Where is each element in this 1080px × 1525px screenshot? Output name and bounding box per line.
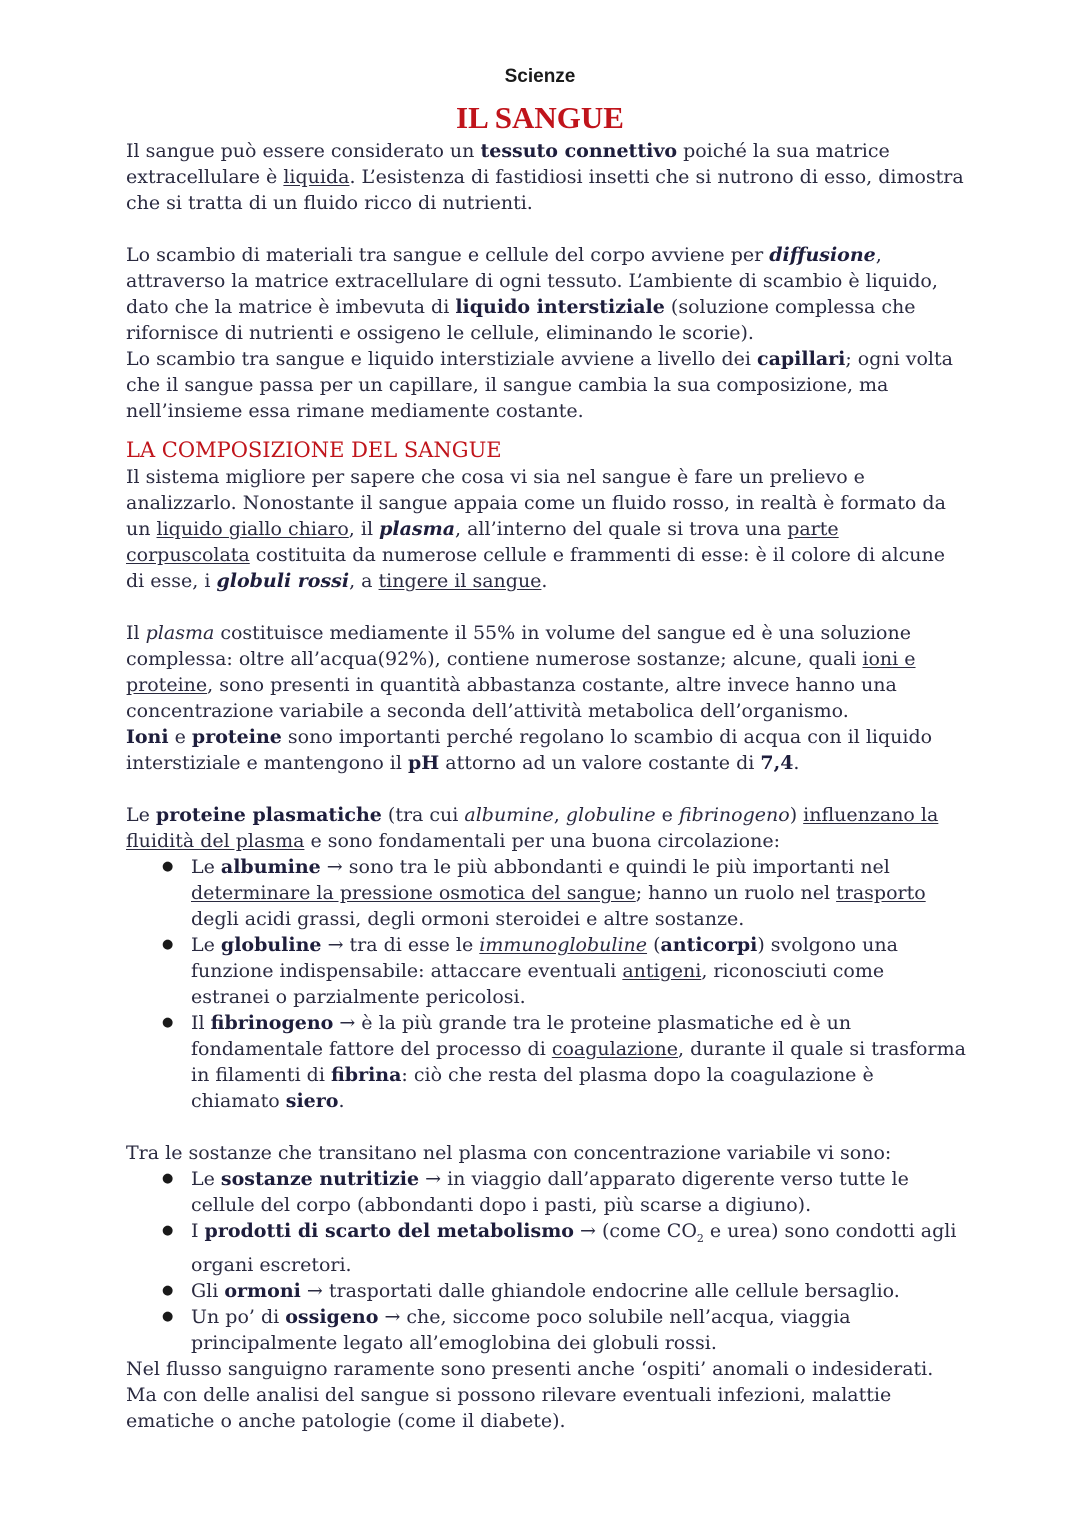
substances-intro: Tra le sostanze che transitano nel plasma con concentrazione variabile vi sono: [126, 1142, 892, 1164]
composition-paragraph-1: Il sistema migliore per sapere che cosa vi sia nel sangue è fare un prelievo e analizzarlo. Nonostante il sangue appaia come un fluido rosso, in realtà è formato da un liquido giallo chiaro, il plasma, all’interno del quale si trova una parte corpuscolata costituita da numerose cellule e frammenti di esse: è il colore di alcune di esse, i globuli rossi, a tingere il sangue. [126, 466, 946, 592]
bullet-icon: ● [162, 1171, 174, 1186]
list-item-waste: ● I prodotti di scarto del metabolismo → (come $CO_2$ e urea) sono condotti agli organi escretori. [162, 1220, 957, 1276]
bullet-icon: ● [162, 937, 174, 952]
document-body [126, 138, 966, 1434]
bullet-icon: ● [162, 1015, 174, 1030]
bullet-icon: ● [162, 1308, 174, 1324]
list-item-fibrinogeno: ● Il fibrinogeno → è la più grande tra le proteine plasmatiche ed è un fondamentale fattore del processo di coagulazione, durante il quale si trasforma in filamenti di fibrina: ciò che resta del plasma dopo la coagulazione è chiamato siero. [162, 1012, 966, 1112]
bullet-icon: ● [162, 859, 174, 874]
subject-label: Scienze [504, 66, 576, 87]
bullet-icon: ● [162, 1223, 174, 1238]
ions-proteins-paragraph: Ioni e proteine sono importanti perché regolano lo scambio di acqua con il liquido interstiziale e mantengono il pH attorno ad un valore costante di 7,4. [126, 726, 933, 774]
list-item-globuline: ● Le globuline → tra di esse le immunoglobuline (anticorpi) svolgono una funzione indispensabile: attaccare eventuali antigeni, riconosciuti come estranei o parzialmente pericolosi. [162, 934, 898, 1008]
intro-paragraph-1: Il sangue può essere considerato un tessuto connettivo poiché la sua matrice extracellulare è liquida. L’esistenza di fastidiosi insetti che si nutrono di esso, dimostra che si tratta di un fluido ricco di nutrienti. [126, 140, 964, 214]
substances-list [126, 1166, 966, 1356]
plasma-proteins-paragraph: Le proteine plasmatiche (tra cui albumine, globuline e fibrinogeno) influenzano la fluidità del plasma e sono fondamentali per una buona circolazione: [126, 804, 939, 852]
page-title: IL SANGUE [456, 100, 624, 135]
list-item-albumine: ● Le albumine → sono tra le più abbondanti e quindi le più importanti nel determinare la pressione osmotica del sangue; hanno un ruolo nel trasporto degli acidi grassi, degli ormoni steroidei e altre sostanze. [162, 856, 926, 930]
intro-paragraph-2: Lo scambio di materiali tra sangue e cellule del corpo avviene per diffusione, attraverso la matrice extracellulare di ogni tessuto. L’ambiente di scambio è liquido, dato che la matrice è imbevuta di liquido interstiziale (soluzione complessa che rifornisce di nutrienti e ossigeno le cellule, eliminando le scorie). [126, 244, 938, 344]
closing-paragraph: Nel flusso sanguigno raramente sono presenti anche ‘ospiti’ anomali o indesiderati. Ma con delle analisi del sangue si possono rilevare eventuali infezioni, malattie ematiche o anche patologie (come il diabete). [126, 1357, 934, 1432]
list-item-hormones: ● Gli ormoni → trasportati dalle ghiandole endocrine alle cellule bersaglio. [162, 1279, 900, 1302]
plasma-proteins-list [126, 854, 966, 1114]
list-item-oxygen: ● Un po’ di ossigeno → che, siccome poco solubile nell’acqua, viaggia principalmente legato all’emoglobina dei globuli rossi. [162, 1305, 851, 1354]
intro-paragraph-3: Lo scambio tra sangue e liquido interstiziale avviene a livello dei capillari; ogni volta che il sangue passa per un capillare, il sangue cambia la sua composizione, ma nell’insieme essa rimane mediamente costante. [126, 348, 953, 422]
list-item-nutrients: ● Le sostanze nutritizie → in viaggio dall’apparato digerente verso tutte le cellule del corpo (abbondanti dopo i pasti, più scarse a digiuno). [162, 1168, 909, 1216]
plasma-paragraph: Il plasma costituisce mediamente il 55% in volume del sangue ed è una soluzione complessa: oltre all’acqua(92%), contiene numerose sostanze; alcune, quali ioni e proteine, sono presenti in quantità abbastanza costante, altre invece hanno una concentrazione variabile a seconda dell’attività metabolica dell’organismo. [126, 622, 916, 722]
bullet-icon: ● [162, 1282, 174, 1298]
section-heading-composition: LA COMPOSIZIONE DEL SANGUE [126, 438, 502, 462]
